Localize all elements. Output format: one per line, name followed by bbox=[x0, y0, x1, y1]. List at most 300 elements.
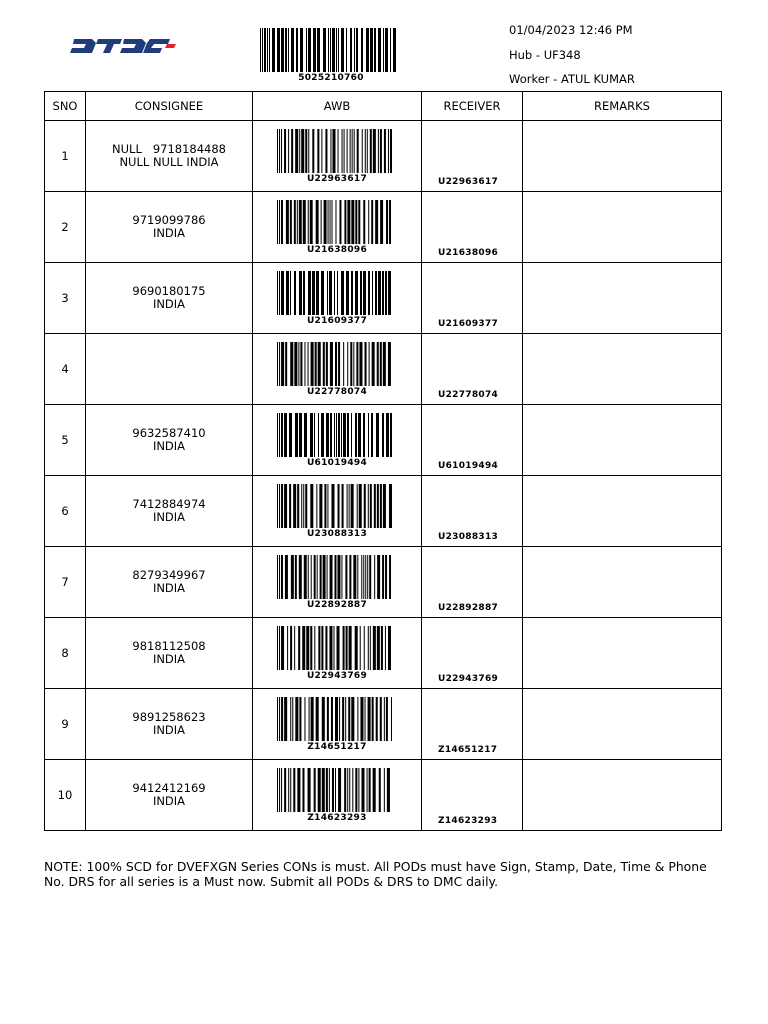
awb-number: U21638096 bbox=[306, 244, 368, 255]
barcode-bar bbox=[327, 484, 328, 528]
barcode-bar bbox=[314, 626, 315, 670]
awb-barcode-bars bbox=[277, 200, 397, 244]
barcode-bar bbox=[285, 555, 288, 599]
awb-barcode-bars bbox=[277, 271, 397, 315]
barcode-bar bbox=[317, 28, 320, 72]
barcode-bar bbox=[293, 484, 296, 528]
barcode-bar bbox=[338, 413, 340, 457]
consignee-cell bbox=[86, 689, 253, 760]
barcode-bar bbox=[325, 626, 327, 670]
barcode-bar bbox=[304, 697, 305, 741]
barcode-bar bbox=[289, 484, 291, 528]
barcode-bar bbox=[365, 555, 366, 599]
barcode-bar bbox=[382, 555, 384, 599]
barcode-bar bbox=[294, 626, 295, 670]
barcode-bar bbox=[350, 342, 352, 386]
barcode-bar bbox=[351, 484, 354, 528]
barcode-bar bbox=[363, 555, 364, 599]
barcode-bar bbox=[357, 484, 358, 528]
barcode-bar bbox=[388, 129, 389, 173]
barcode-bar bbox=[346, 626, 348, 670]
consignee-cell bbox=[86, 760, 253, 831]
barcode-bar bbox=[342, 484, 344, 528]
barcode-bar bbox=[308, 768, 311, 812]
remarks-cell[interactable] bbox=[523, 476, 722, 547]
barcode-bar bbox=[357, 555, 358, 599]
remarks-cell[interactable] bbox=[523, 192, 722, 263]
barcode-bar bbox=[387, 768, 390, 812]
barcode-bar bbox=[380, 697, 382, 741]
barcode-bar bbox=[374, 484, 376, 528]
delivery-table bbox=[44, 91, 722, 831]
barcode-bar bbox=[316, 697, 319, 741]
barcode-bar bbox=[335, 342, 337, 386]
barcode-bar bbox=[277, 28, 280, 72]
barcode-bar bbox=[380, 484, 382, 528]
barcode-bar bbox=[312, 129, 314, 173]
barcode-bar bbox=[314, 555, 316, 599]
barcode-bar bbox=[306, 28, 307, 72]
barcode-bar bbox=[292, 697, 293, 741]
barcode-bar bbox=[355, 626, 358, 670]
barcode-bar bbox=[383, 484, 386, 528]
barcode-bar bbox=[318, 342, 321, 386]
barcode-bar bbox=[376, 697, 378, 741]
barcode-bar bbox=[332, 768, 334, 812]
barcode-bar bbox=[353, 555, 356, 599]
barcode-bar bbox=[312, 271, 315, 315]
awb-cell bbox=[253, 334, 422, 405]
barcode-bar bbox=[356, 28, 358, 72]
receiver-cell bbox=[422, 618, 523, 689]
table-row bbox=[45, 618, 722, 689]
barcode-bar bbox=[267, 28, 268, 72]
barcode-bar bbox=[294, 271, 296, 315]
barcode-bar bbox=[302, 626, 305, 670]
barcode-bar bbox=[279, 484, 280, 528]
barcode-bar bbox=[277, 129, 278, 173]
barcode-bar bbox=[349, 555, 351, 599]
receiver-cell bbox=[422, 334, 523, 405]
awb-barcode bbox=[277, 342, 397, 397]
barcode-bar bbox=[389, 200, 391, 244]
barcode-bar bbox=[386, 697, 388, 741]
barcode-bar bbox=[285, 342, 287, 386]
barcode-bar bbox=[319, 484, 322, 528]
consignee-cell bbox=[86, 121, 253, 192]
barcode-bar bbox=[327, 697, 329, 741]
barcode-bar bbox=[303, 484, 304, 528]
barcode-bar bbox=[341, 271, 344, 315]
remarks-cell[interactable] bbox=[523, 263, 722, 334]
table-row bbox=[45, 547, 722, 618]
barcode-bar bbox=[367, 129, 368, 173]
barcode-bar bbox=[386, 200, 388, 244]
barcode-bar bbox=[352, 768, 353, 812]
barcode-bar bbox=[359, 342, 362, 386]
barcode-bar bbox=[295, 413, 298, 457]
barcode-bar bbox=[310, 484, 313, 528]
barcode-bar bbox=[374, 555, 375, 599]
awb-cell bbox=[253, 476, 422, 547]
barcode-bar bbox=[330, 413, 332, 457]
barcode-bar bbox=[284, 697, 287, 741]
barcode-bar bbox=[361, 28, 363, 72]
sno-cell: 5 bbox=[45, 405, 86, 476]
barcode-bar bbox=[317, 129, 319, 173]
barcode-bar bbox=[327, 555, 328, 599]
barcode-bar bbox=[321, 200, 322, 244]
awb-barcode-bars bbox=[277, 555, 397, 599]
dtdc-logo bbox=[70, 36, 176, 56]
barcode-bar bbox=[284, 484, 287, 528]
barcode-bar bbox=[279, 626, 280, 670]
awb-barcode-bars bbox=[277, 413, 397, 457]
receiver-cell bbox=[422, 547, 523, 618]
awb-number: Z14623293 bbox=[307, 812, 367, 823]
barcode-bar bbox=[336, 200, 337, 244]
awb-cell bbox=[253, 192, 422, 263]
barcode-bar bbox=[304, 342, 305, 386]
consignee-cell bbox=[86, 334, 253, 405]
barcode-bar bbox=[296, 28, 298, 72]
barcode-bar bbox=[324, 200, 327, 244]
barcode-bar bbox=[290, 271, 291, 315]
sno-cell: 10 bbox=[45, 760, 86, 831]
barcode-bar bbox=[310, 413, 313, 457]
remarks-cell[interactable] bbox=[523, 618, 722, 689]
barcode-bar bbox=[287, 626, 288, 670]
barcode-bar bbox=[374, 28, 376, 72]
receiver-cell bbox=[422, 263, 523, 334]
awb-cell bbox=[253, 689, 422, 760]
barcode-bar bbox=[299, 555, 302, 599]
barcode-bar bbox=[384, 697, 385, 741]
barcode-bar bbox=[332, 200, 333, 244]
receiver-cell bbox=[422, 192, 523, 263]
barcode-bar bbox=[297, 484, 299, 528]
barcode-bar bbox=[369, 555, 371, 599]
barcode-bar bbox=[336, 413, 337, 457]
receiver-text: U22963617 bbox=[438, 177, 499, 187]
barcode-bar bbox=[373, 129, 376, 173]
barcode-bar bbox=[277, 271, 278, 315]
barcode-bar bbox=[318, 626, 320, 670]
barcode-bar bbox=[378, 129, 379, 173]
barcode-bar bbox=[331, 697, 333, 741]
worker-label: Worker - ATUL KUMAR bbox=[509, 72, 635, 86]
barcode-bar bbox=[363, 413, 365, 457]
receiver-text: Z14651217 bbox=[438, 745, 498, 755]
awb-barcode-bars bbox=[277, 697, 397, 741]
barcode-bar bbox=[380, 129, 382, 173]
barcode-bar bbox=[327, 271, 328, 315]
barcode-bar bbox=[324, 484, 326, 528]
sno-cell: 7 bbox=[45, 547, 86, 618]
receiver-cell bbox=[422, 689, 523, 760]
barcode-bar bbox=[277, 200, 278, 244]
barcode-bar bbox=[284, 768, 286, 812]
consignee-cell bbox=[86, 263, 253, 334]
barcode-bar bbox=[365, 697, 366, 741]
consignee-text: 9412412169 INDIA bbox=[132, 780, 206, 808]
consignee-text: NULL 9718184488 NULL NULL INDIA bbox=[112, 141, 226, 169]
barcode-bar bbox=[290, 200, 292, 244]
barcode-bar bbox=[260, 28, 261, 72]
remarks-cell[interactable] bbox=[523, 689, 722, 760]
barcode-bar bbox=[281, 413, 283, 457]
table-row bbox=[45, 192, 722, 263]
barcode-bar bbox=[377, 555, 380, 599]
barcode-bar bbox=[316, 271, 319, 315]
barcode-bar bbox=[367, 555, 368, 599]
barcode-bar bbox=[338, 28, 339, 72]
barcode-bar bbox=[279, 342, 280, 386]
barcode-bar bbox=[341, 28, 344, 72]
barcode-bar bbox=[286, 271, 289, 315]
remarks-cell[interactable] bbox=[523, 334, 722, 405]
barcode-bar bbox=[362, 129, 363, 173]
barcode-bar bbox=[355, 768, 357, 812]
barcode-bar bbox=[382, 413, 384, 457]
barcode-bar bbox=[368, 200, 369, 244]
barcode-bar bbox=[368, 626, 369, 670]
barcode-bar bbox=[345, 555, 347, 599]
barcode-bar bbox=[299, 200, 302, 244]
table-header-row bbox=[45, 92, 722, 121]
note-text: NOTE: 100% SCD for DVEFXGN Series CONs is must. All PODs must have Sign, Stamp, Date, Time & Phone No. DRS for all series is a Must now. Submit all PODs & DRS to DMC daily. bbox=[44, 859, 707, 889]
barcode-bar bbox=[375, 271, 377, 315]
barcode-bar bbox=[277, 413, 278, 457]
barcode-bar bbox=[383, 342, 386, 386]
barcode-bar bbox=[288, 28, 289, 72]
barcode-bar bbox=[377, 342, 379, 386]
barcode-bar bbox=[304, 555, 307, 599]
barcode-bar bbox=[370, 626, 371, 670]
barcode-bar bbox=[384, 768, 385, 812]
barcode-bar bbox=[343, 413, 346, 457]
awb-barcode bbox=[277, 697, 397, 752]
awb-barcode bbox=[277, 626, 397, 681]
barcode-bar bbox=[368, 697, 371, 741]
sno-cell: 6 bbox=[45, 476, 86, 547]
barcode-bar bbox=[378, 271, 381, 315]
barcode-bar bbox=[329, 768, 330, 812]
barcode-bar bbox=[295, 555, 297, 599]
awb-barcode bbox=[277, 768, 397, 823]
barcode-bar bbox=[329, 626, 332, 670]
barcode-bar bbox=[279, 697, 280, 741]
consignee-text: 7412884974 INDIA bbox=[132, 496, 206, 524]
barcode-bar bbox=[376, 413, 379, 457]
remarks-cell[interactable] bbox=[523, 121, 722, 192]
barcode-bar bbox=[351, 271, 353, 315]
barcode-bar bbox=[315, 342, 317, 386]
remarks-cell[interactable] bbox=[523, 547, 722, 618]
awb-number: U23088313 bbox=[306, 528, 368, 539]
barcode-bar bbox=[393, 28, 396, 72]
barcode-bar bbox=[325, 129, 327, 173]
barcode-bar bbox=[306, 626, 309, 670]
barcode-bar bbox=[343, 626, 345, 670]
barcode-bar bbox=[382, 271, 384, 315]
barcode-bar bbox=[347, 129, 348, 173]
barcode-bar bbox=[323, 342, 325, 386]
barcode-bar bbox=[385, 555, 387, 599]
barcode-bar bbox=[304, 413, 307, 457]
barcode-bar bbox=[277, 697, 278, 741]
barcode-bar bbox=[341, 413, 342, 457]
table-row bbox=[45, 334, 722, 405]
barcode-bar bbox=[347, 200, 350, 244]
barcode-bar bbox=[337, 271, 338, 315]
barcode-bar bbox=[347, 413, 349, 457]
barcode-bar bbox=[349, 484, 350, 528]
barcode-bar bbox=[370, 129, 372, 173]
barcode-bar bbox=[277, 555, 278, 599]
sno-cell: 9 bbox=[45, 689, 86, 760]
barcode-bar bbox=[294, 342, 297, 386]
barcode-bar bbox=[367, 768, 368, 812]
barcode-bar bbox=[305, 129, 307, 173]
barcode-bar bbox=[300, 28, 303, 72]
table-row bbox=[45, 263, 722, 334]
awb-barcode bbox=[277, 484, 397, 539]
barcode-bar bbox=[355, 271, 358, 315]
barcode-bar bbox=[368, 413, 369, 457]
barcode-bar bbox=[337, 555, 340, 599]
barcode-bar bbox=[310, 626, 312, 670]
receiver-cell bbox=[422, 121, 523, 192]
barcode-bar bbox=[344, 129, 345, 173]
barcode-bar bbox=[371, 200, 373, 244]
awb-barcode-bars bbox=[277, 342, 397, 386]
receiver-text: U23088313 bbox=[438, 532, 499, 542]
barcode-bar bbox=[314, 768, 316, 812]
barcode-bar bbox=[326, 342, 328, 386]
sno-cell: 8 bbox=[45, 618, 86, 689]
consignee-cell bbox=[86, 618, 253, 689]
barcode-bar bbox=[303, 200, 306, 244]
barcode-bar bbox=[332, 28, 335, 72]
barcode-bar bbox=[279, 768, 280, 812]
remarks-cell[interactable] bbox=[523, 405, 722, 476]
barcode-bar bbox=[380, 342, 382, 386]
receiver-text: U61019494 bbox=[438, 461, 499, 471]
barcode-bar bbox=[330, 200, 331, 244]
barcode-bar bbox=[298, 626, 300, 670]
barcode-bar bbox=[321, 129, 322, 173]
barcode-bar bbox=[308, 200, 309, 244]
barcode-bar bbox=[350, 129, 351, 173]
consignee-cell bbox=[86, 192, 253, 263]
barcode-bar bbox=[281, 697, 283, 741]
barcode-bar bbox=[290, 342, 293, 386]
table-row bbox=[45, 476, 722, 547]
barcode-bar bbox=[279, 555, 280, 599]
barcode-bar bbox=[366, 28, 369, 72]
barcode-bar bbox=[372, 342, 375, 386]
barcode-bar bbox=[350, 28, 352, 72]
barcode-bar bbox=[328, 28, 329, 72]
barcode-bar bbox=[377, 484, 379, 528]
barcode-bar bbox=[368, 271, 370, 315]
barcode-bar bbox=[389, 555, 391, 599]
barcode-bar bbox=[295, 129, 298, 173]
awb-cell bbox=[253, 121, 422, 192]
col-header-awb: AWB bbox=[253, 92, 422, 121]
barcode-bar bbox=[323, 555, 326, 599]
barcode-bar bbox=[344, 200, 346, 244]
awb-number: Z14651217 bbox=[307, 741, 367, 752]
col-header-consignee: CONSIGNEE bbox=[86, 92, 253, 121]
consignee-text: 9891258623 INDIA bbox=[132, 709, 206, 737]
barcode-bar bbox=[277, 342, 278, 386]
barcode-bar bbox=[351, 200, 354, 244]
barcode-bar bbox=[308, 28, 311, 72]
barcode-bar bbox=[352, 129, 353, 173]
receiver-text: Z14623293 bbox=[438, 816, 498, 826]
barcode-bar bbox=[297, 768, 300, 812]
barcode-bar bbox=[388, 626, 391, 670]
remarks-cell[interactable] bbox=[523, 760, 722, 831]
barcode-bar bbox=[290, 697, 291, 741]
barcode-bar bbox=[371, 413, 373, 457]
consignee-cell bbox=[86, 405, 253, 476]
awb-barcode bbox=[277, 413, 397, 468]
barcode-bar bbox=[351, 697, 354, 741]
receiver-text: U21609377 bbox=[438, 319, 499, 329]
awb-barcode bbox=[277, 129, 397, 184]
receiver-cell bbox=[422, 476, 523, 547]
barcode-bar bbox=[299, 697, 301, 741]
barcode-bar bbox=[330, 555, 333, 599]
barcode-bar bbox=[322, 768, 325, 812]
barcode-bar bbox=[323, 28, 326, 72]
barcode-bar bbox=[279, 413, 280, 457]
barcode-bar bbox=[370, 484, 372, 528]
barcode-bar bbox=[372, 697, 374, 741]
barcode-bar bbox=[344, 768, 346, 812]
barcode-bar bbox=[330, 342, 333, 386]
barcode-bar bbox=[334, 413, 335, 457]
barcode-bar bbox=[390, 28, 391, 72]
print-datetime: 01/04/2023 12:46 PM bbox=[509, 23, 633, 37]
barcode-bar bbox=[339, 697, 340, 741]
barcode-bar bbox=[336, 28, 337, 72]
barcode-bar bbox=[339, 200, 341, 244]
barcode-bar bbox=[355, 413, 357, 457]
barcode-bar bbox=[295, 697, 298, 741]
receiver-text: U22943769 bbox=[438, 674, 499, 684]
barcode-bar bbox=[320, 555, 322, 599]
barcode-bar bbox=[385, 271, 387, 315]
barcode-bar bbox=[290, 626, 292, 670]
table-row bbox=[45, 689, 722, 760]
barcode-bar bbox=[361, 555, 362, 599]
barcode-bar bbox=[389, 484, 392, 528]
barcode-bar bbox=[335, 697, 338, 741]
barcode-bar bbox=[361, 768, 364, 812]
barcode-bar bbox=[311, 555, 312, 599]
barcode-bar bbox=[314, 413, 315, 457]
awb-number: U22778074 bbox=[306, 386, 368, 397]
barcode-bar bbox=[299, 413, 302, 457]
barcode-bar bbox=[338, 484, 340, 528]
barcode-bar bbox=[347, 768, 348, 812]
barcode-bar bbox=[360, 697, 363, 741]
table-row bbox=[45, 121, 722, 192]
